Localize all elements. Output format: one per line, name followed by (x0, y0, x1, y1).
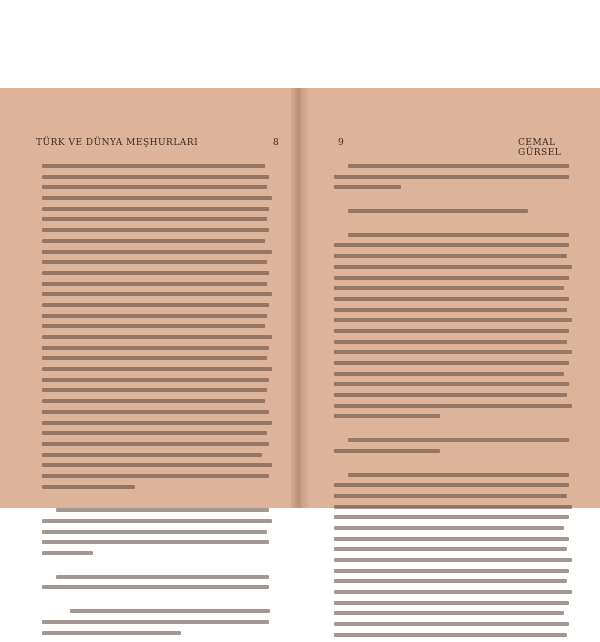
left-page-number: 8 (273, 138, 280, 148)
right-page-number: 9 (338, 138, 345, 148)
right-page (309, 88, 600, 508)
open-book (0, 88, 600, 508)
left-page (0, 88, 291, 508)
right-body-text (334, 162, 574, 642)
book-gutter (291, 88, 309, 508)
left-running-title: TÜRK VE DÜNYA MEŞHURLARI (36, 138, 199, 148)
left-body-text (42, 162, 274, 639)
right-running-title: CEMAL GÜRSEL (518, 138, 562, 158)
